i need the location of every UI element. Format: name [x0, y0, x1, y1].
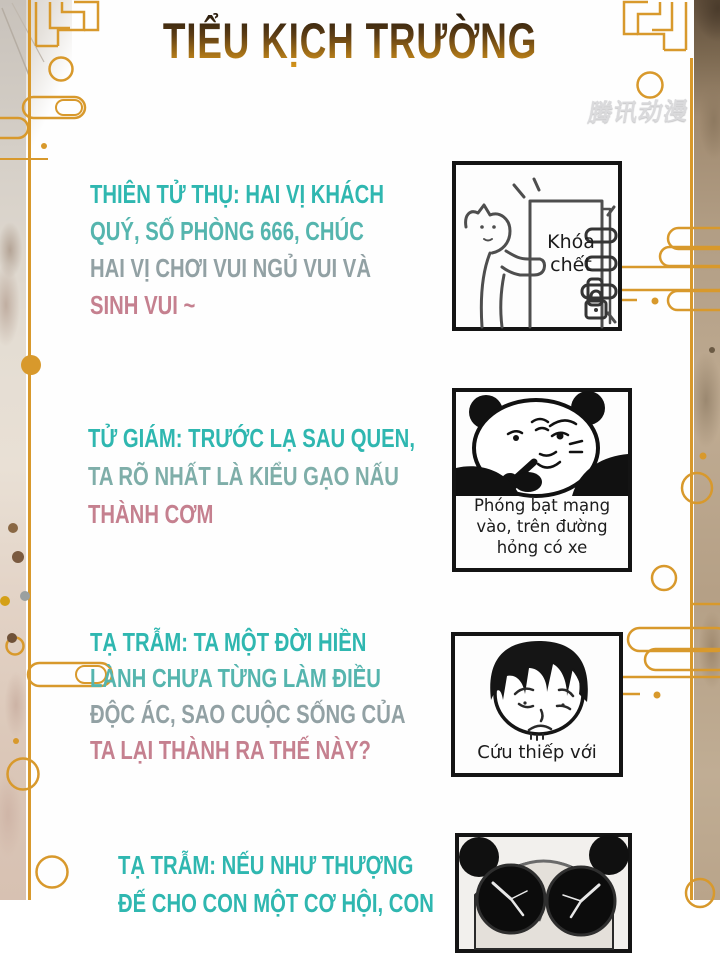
dialogue-line: HAI VỊ CHƠI VUI NGỦ VUI VÀ [90, 253, 371, 283]
meme-panel-smoking-panda [452, 388, 632, 572]
meme-panel-door-lock [452, 161, 622, 331]
smoking-panda-meme-icon [456, 392, 628, 496]
cloud-motif-right-lower [612, 566, 720, 699]
dialogue-line: TA RÕ NHẤT LÀ KIỂU GẠO NẤU [88, 461, 399, 491]
dialogue-line: TỬ GIÁM: TRƯỚC LẠ SAU QUEN, [88, 423, 415, 453]
lattice-ornament-topright [624, 2, 686, 50]
dialogue-block-ta-tram-1 [90, 624, 405, 768]
meme-caption-line: Khóa [547, 231, 595, 253]
meme-caption-line: Phóng bạt mạng [473, 496, 611, 515]
meme-caption-line: vào, trên đường [476, 517, 608, 536]
bowl-cut-sad-meme-icon [455, 636, 619, 740]
panda-clock-eyes-meme-icon [459, 837, 628, 949]
meme-caption [456, 495, 628, 558]
dialogue-line: THÀNH CƠM [88, 499, 214, 529]
dialogue-block-tu-giam [88, 419, 415, 533]
dialogue-line: TA LẠI THÀNH RA THẾ NÀY? [90, 735, 371, 765]
dialogue-line: SINH VUI ~ [90, 290, 196, 320]
meme-caption [528, 231, 614, 277]
dialogue-block-ta-tram-2 [118, 846, 434, 922]
dialogue-line: TẠ TRẪM: TA MỘT ĐỜI HIỀN [90, 627, 367, 657]
dialogue-block-thien-tu-thu [90, 176, 384, 324]
meme-panel-panda-clock-eyes [455, 833, 632, 953]
dialogue-line: ĐẾ CHO CON MỘT CƠ HỘI, CON [118, 888, 434, 918]
dialogue-line: QUÝ, SỐ PHÒNG 666, CHÚC [90, 216, 364, 246]
dialogue-line: THIÊN TỬ THỤ: HAI VỊ KHÁCH [90, 179, 384, 209]
meme-caption-line: hỏng có xe [496, 538, 588, 557]
meme-caption-line: Cứu thiếp với [477, 742, 597, 763]
dialogue-line: ĐỘC ÁC, SAO CUỘC SỐNG CỦA [90, 699, 406, 729]
lattice-ornament-topleft [36, 2, 98, 46]
page-title: TIỂU KỊCH TRƯỜNG [162, 13, 538, 69]
dialogue-line: LÀNH CHƯA TỪNG LÀM ĐIỀU [90, 663, 381, 693]
tencent-comics-watermark: 腾讯动漫 [586, 97, 691, 127]
meme-caption [455, 742, 619, 763]
dialogue-line: TẠ TRẪM: NẾU NHƯ THƯỢNG [118, 850, 414, 880]
meme-caption-line: chết [550, 254, 592, 276]
meme-panel-bowl-cut-sad [451, 632, 623, 777]
